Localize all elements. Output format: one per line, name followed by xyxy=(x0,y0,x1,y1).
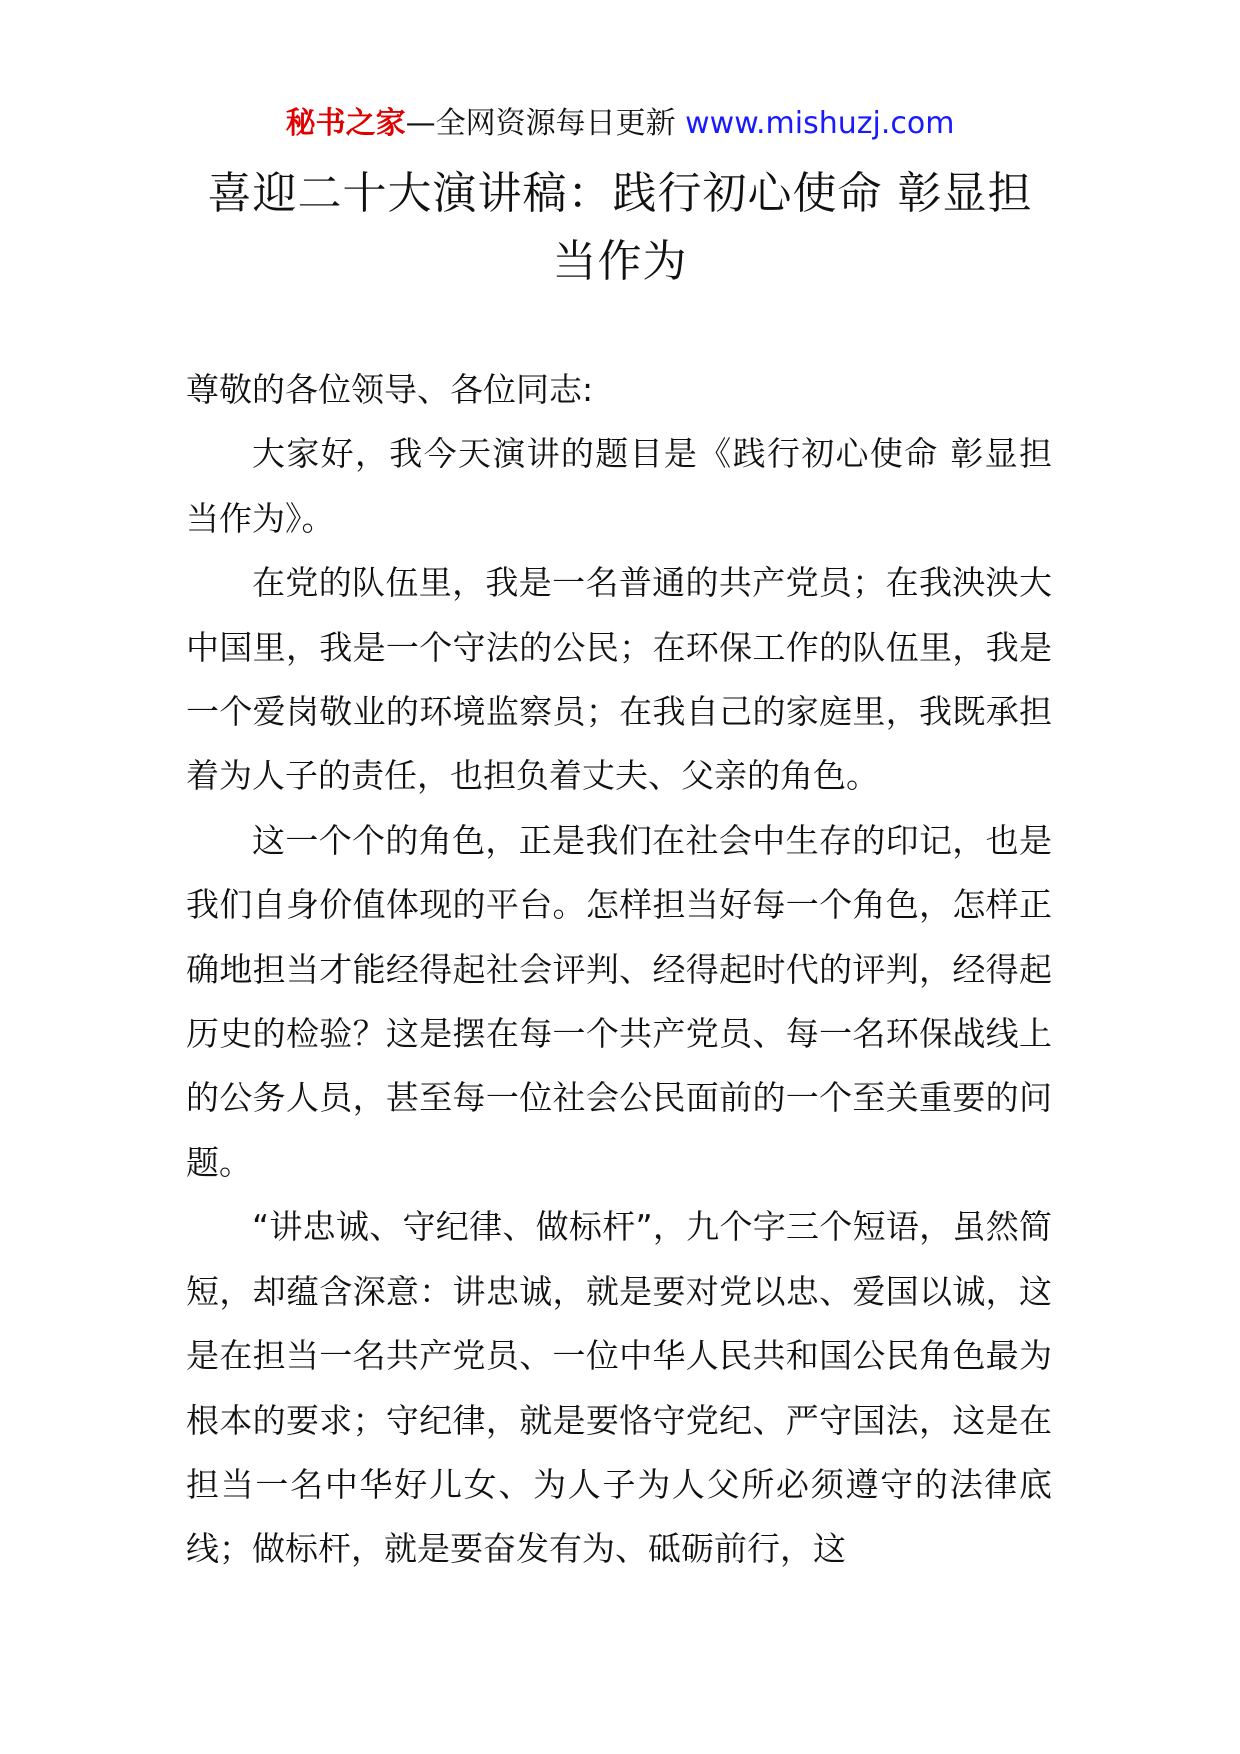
paragraph: 这一个个的角色，正是我们在社会中生存的印记，也是我们自身价值体现的平台。怎样担当好每一个角色，怎样正确地担当才能经得起社会评判、经得起时代的评判，经得起历史的检验？这是摆在每一个共产党员、每一名环保战线上的公务人员，甚至每一位社会公民面前的一个至关重要的问题。 xyxy=(186,820,1052,1182)
salutation: 尊敬的各位领导、各位同志: xyxy=(186,370,594,409)
document-body xyxy=(186,358,1052,1582)
site-header xyxy=(0,102,1240,146)
paragraph: “讲忠诚、守纪律、做标杆”，九个字三个短语，虽然简短，却蕴含深意：讲忠诚，就是要对党以忠、爱国以诚，这是在担当一名共产党员、一位中华人民共和国公民角色最为根本的要求；守纪律，就是要恪守党纪、严守国法，这是在担当一名中华好儿女、为人子为人父所必须遵守的法律底线；做标杆，就是要奋发有为、砥砺前行，这 xyxy=(186,1207,1052,1569)
paragraph: 在党的队伍里，我是一名普通的共产党员；在我泱泱大中国里，我是一个守法的公民；在环保工作的队伍里，我是一个爱岗敬业的环境监察员；在我自己的家庭里，我既承担着为人子的责任，也担负着丈夫、父亲的角色。 xyxy=(186,563,1052,796)
site-url-link[interactable]: www.mishuzj.com xyxy=(685,106,955,141)
paragraph: 大家好，我今天演讲的题目是《践行初心使命 彰显担当作为》。 xyxy=(186,434,1052,538)
brand-name: 秘书之家 xyxy=(285,106,406,141)
document-title: 喜迎二十大演讲稿：践行初心使命 彰显担当作为 xyxy=(207,168,1033,287)
header-tagline: —全网资源每日更新 xyxy=(405,106,686,141)
